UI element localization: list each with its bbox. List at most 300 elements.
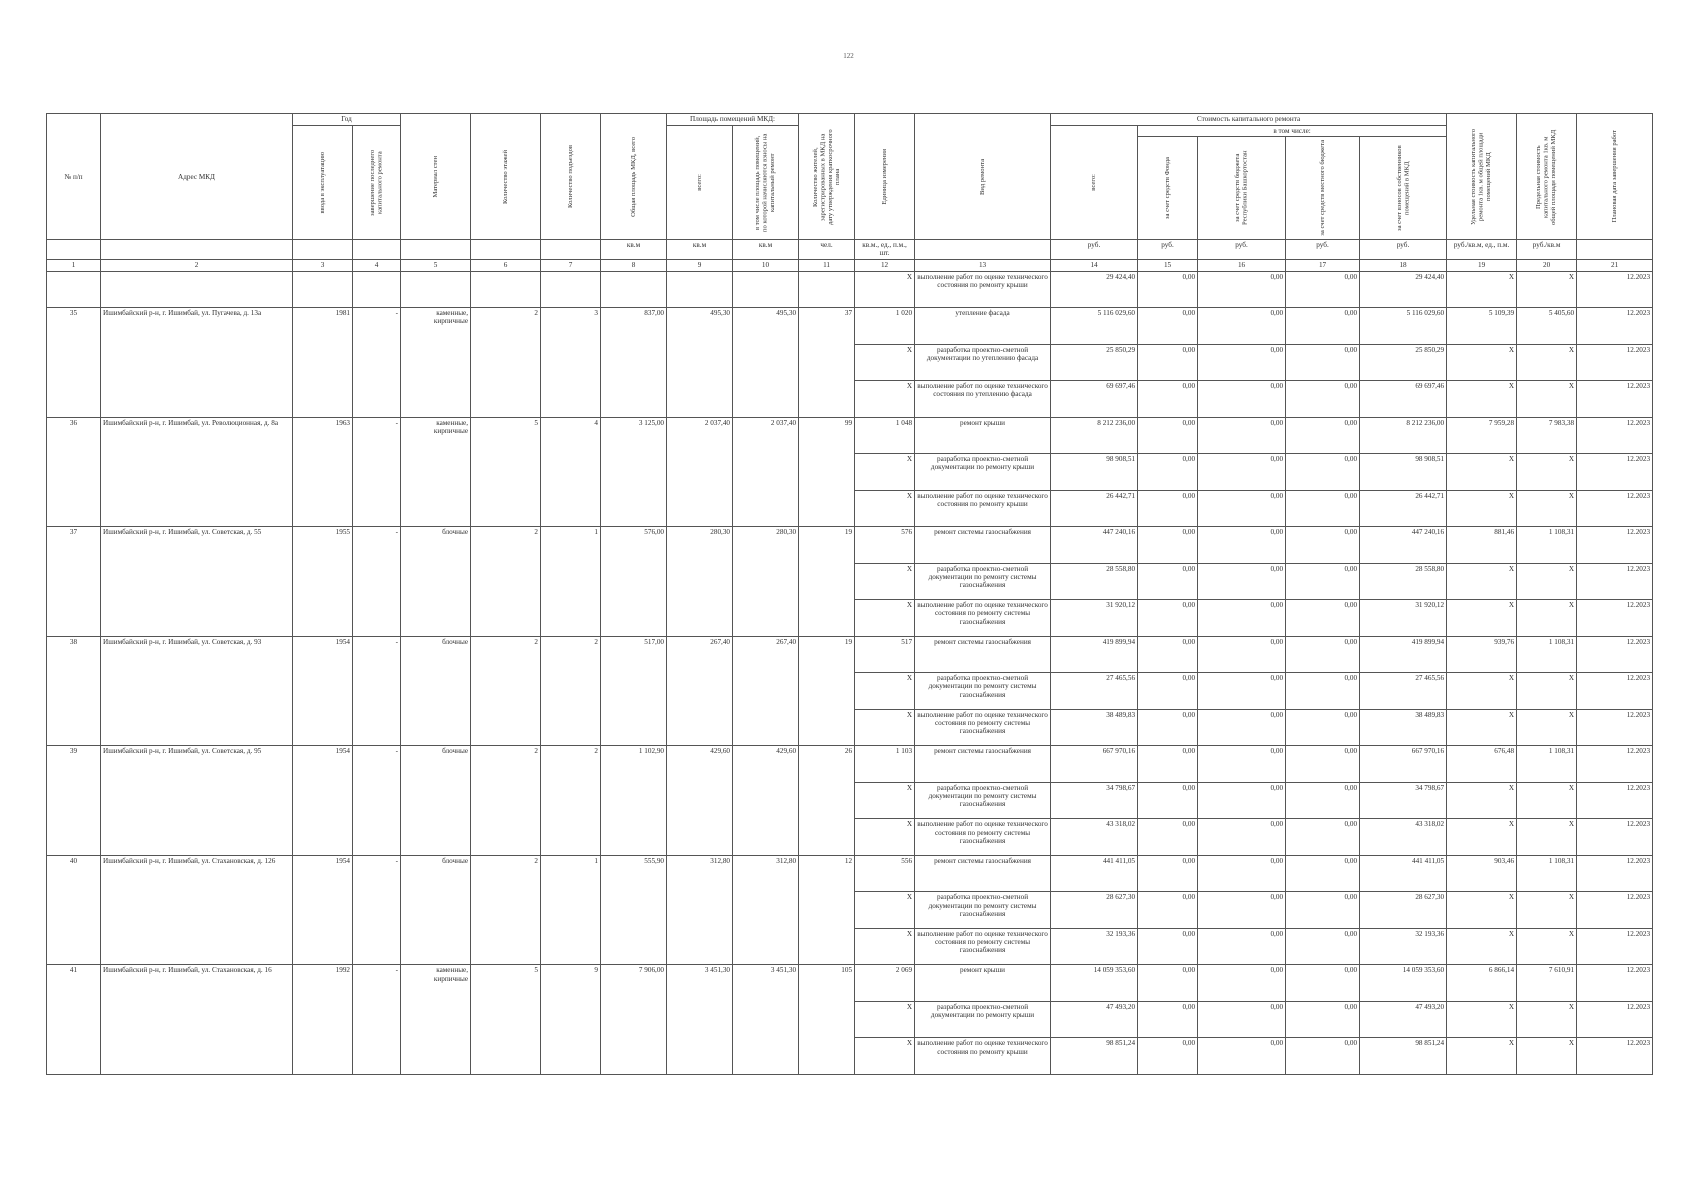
limit-cost: X <box>1517 344 1577 381</box>
column-number-cell: 12 <box>855 259 915 271</box>
cost-republic: 0,00 <box>1198 1038 1286 1075</box>
plan-date: 12.2023 <box>1577 855 1653 892</box>
cost-fund: 0,00 <box>1138 709 1198 746</box>
cost-republic: 0,00 <box>1198 855 1286 892</box>
building-last-repair: - <box>353 746 401 856</box>
building-material: блочные <box>401 527 471 637</box>
unit-cell: руб./кв.м, ед., п.м. <box>1447 240 1517 259</box>
units-row <box>47 240 1653 259</box>
work-unit: X <box>855 1001 915 1038</box>
cost-owners: 25 850,29 <box>1360 344 1447 381</box>
unit-cell <box>47 240 101 259</box>
header-unit-cost: Удельная стоимость капитального ремонта 1кв. м общей площади помещений МКД <box>1447 114 1517 240</box>
cost-local: 0,00 <box>1286 855 1360 892</box>
plan-date: 12.2023 <box>1577 746 1653 783</box>
building-residents: 105 <box>799 965 855 1075</box>
plan-date: 12.2023 <box>1577 563 1653 600</box>
work-type: разработка проектно-сметной документации по ремонту системы газоснабжения <box>915 892 1051 929</box>
work-type: разработка проектно-сметной документации по ремонту крыши <box>915 1001 1051 1038</box>
cost-local: 0,00 <box>1286 381 1360 418</box>
building-entrances: 2 <box>541 746 601 856</box>
cost-total: 29 424,40 <box>1051 271 1138 308</box>
header-year-group: Год <box>293 114 401 126</box>
cost-owners: 34 798,67 <box>1360 782 1447 819</box>
cost-fund: 0,00 <box>1138 563 1198 600</box>
building-residents: 19 <box>799 636 855 746</box>
work-type: ремонт системы газоснабжения <box>915 636 1051 673</box>
cost-local: 0,00 <box>1286 819 1360 856</box>
plan-date: 12.2023 <box>1577 454 1653 491</box>
limit-cost: X <box>1517 709 1577 746</box>
column-numbers-row <box>47 259 1653 271</box>
building-premises-incl: 280,30 <box>733 527 799 637</box>
work-type: выполнение работ по оценке технического состояния по ремонту системы газоснабжения <box>915 819 1051 856</box>
header-work-type: Вид ремонта <box>915 114 1051 240</box>
empty-cell <box>47 271 101 308</box>
plan-date: 12.2023 <box>1577 381 1653 418</box>
cost-fund: 0,00 <box>1138 892 1198 929</box>
cost-total: 38 489,83 <box>1051 709 1138 746</box>
cost-total: 26 442,71 <box>1051 490 1138 527</box>
work-type: ремонт системы газоснабжения <box>915 527 1051 564</box>
cost-republic: 0,00 <box>1198 709 1286 746</box>
building-premises-incl: 3 451,30 <box>733 965 799 1075</box>
unit-cell <box>1577 240 1653 259</box>
cost-owners: 28 558,80 <box>1360 563 1447 600</box>
building-material: блочные <box>401 746 471 856</box>
unit-cell: руб. <box>1051 240 1138 259</box>
column-number-cell: 10 <box>733 259 799 271</box>
limit-cost: X <box>1517 819 1577 856</box>
building-premises: 495,30 <box>667 308 733 418</box>
building-num: 41 <box>47 965 101 1075</box>
building-address: Ишимбайский р-н, г. Ишимбай, ул. Пугачева, д. 13а <box>101 308 293 418</box>
building-num: 35 <box>47 308 101 418</box>
building-area: 517,00 <box>601 636 667 746</box>
cost-owners: 98 851,24 <box>1360 1038 1447 1075</box>
table-row <box>47 527 1653 564</box>
building-floors: 2 <box>471 746 541 856</box>
building-entrances: 9 <box>541 965 601 1075</box>
cost-total: 31 920,12 <box>1051 600 1138 637</box>
cost-local: 0,00 <box>1286 600 1360 637</box>
column-number-cell: 1 <box>47 259 101 271</box>
column-number-cell: 9 <box>667 259 733 271</box>
unit-cost: 676,48 <box>1447 746 1517 783</box>
cost-fund: 0,00 <box>1138 636 1198 673</box>
building-material: блочные <box>401 855 471 965</box>
empty-cell <box>799 271 855 308</box>
header-num: № п/п <box>47 114 101 240</box>
building-address: Ишимбайский р-н, г. Ишимбай, ул. Стахановская, д. 126 <box>101 855 293 965</box>
header-local-budget: за счет средств местного бюджета <box>1286 137 1360 240</box>
table-header <box>47 114 1653 272</box>
limit-cost: 1 108,31 <box>1517 527 1577 564</box>
header-fund: за счет средств Фонда <box>1138 137 1198 240</box>
work-unit: X <box>855 1038 915 1075</box>
empty-cell <box>471 271 541 308</box>
cost-total: 98 908,51 <box>1051 454 1138 491</box>
building-year: 1963 <box>293 417 353 527</box>
cost-local: 0,00 <box>1286 709 1360 746</box>
unit-cost: X <box>1447 344 1517 381</box>
work-type: ремонт системы газоснабжения <box>915 855 1051 892</box>
building-floors: 2 <box>471 855 541 965</box>
unit-cost: 903,46 <box>1447 855 1517 892</box>
cost-total: 98 851,24 <box>1051 1038 1138 1075</box>
header-entrances: Количество подъездов <box>541 114 601 240</box>
header-year-commission: ввода в эксплуатацию <box>293 126 353 240</box>
building-premises-incl: 495,30 <box>733 308 799 418</box>
building-residents: 12 <box>799 855 855 965</box>
building-address: Ишимбайский р-н, г. Ишимбай, ул. Советская, д. 93 <box>101 636 293 746</box>
cost-republic: 0,00 <box>1198 673 1286 710</box>
cost-total: 14 059 353,60 <box>1051 965 1138 1002</box>
work-type: ремонт крыши <box>915 965 1051 1002</box>
cost-local: 0,00 <box>1286 344 1360 381</box>
building-entrances: 2 <box>541 636 601 746</box>
cost-total: 28 627,30 <box>1051 892 1138 929</box>
building-last-repair: - <box>353 855 401 965</box>
cost-owners: 26 442,71 <box>1360 490 1447 527</box>
plan-date: 12.2023 <box>1577 271 1653 308</box>
limit-cost: X <box>1517 1038 1577 1075</box>
cost-fund: 0,00 <box>1138 381 1198 418</box>
unit-cost: X <box>1447 1001 1517 1038</box>
building-num: 36 <box>47 417 101 527</box>
building-last-repair: - <box>353 527 401 637</box>
work-type: выполнение работ по оценке технического состояния по утеплению фасада <box>915 381 1051 418</box>
work-type: разработка проектно-сметной документации по ремонту системы газоснабжения <box>915 782 1051 819</box>
cost-fund: 0,00 <box>1138 527 1198 564</box>
column-number-cell: 17 <box>1286 259 1360 271</box>
building-premises: 267,40 <box>667 636 733 746</box>
work-type: выполнение работ по оценке технического состояния по ремонту системы газоснабжения <box>915 709 1051 746</box>
work-unit: X <box>855 563 915 600</box>
cost-owners: 43 318,02 <box>1360 819 1447 856</box>
column-number-cell: 16 <box>1198 259 1286 271</box>
building-material: каменные, кирпичные <box>401 308 471 418</box>
work-unit: X <box>855 271 915 308</box>
plan-date: 12.2023 <box>1577 709 1653 746</box>
work-unit: 576 <box>855 527 915 564</box>
unit-cell: руб./кв.м <box>1517 240 1577 259</box>
building-area: 1 102,90 <box>601 746 667 856</box>
work-unit: X <box>855 928 915 965</box>
unit-cell: чел. <box>799 240 855 259</box>
building-premises-incl: 2 037,40 <box>733 417 799 527</box>
limit-cost: 7 610,91 <box>1517 965 1577 1002</box>
limit-cost: 1 108,31 <box>1517 746 1577 783</box>
building-premises-incl: 267,40 <box>733 636 799 746</box>
table-row <box>47 965 1653 1002</box>
plan-date: 12.2023 <box>1577 782 1653 819</box>
cost-fund: 0,00 <box>1138 1001 1198 1038</box>
plan-date: 12.2023 <box>1577 965 1653 1002</box>
cost-republic: 0,00 <box>1198 527 1286 564</box>
cost-owners: 47 493,20 <box>1360 1001 1447 1038</box>
cost-republic: 0,00 <box>1198 381 1286 418</box>
limit-cost: X <box>1517 892 1577 929</box>
cost-total: 447 240,16 <box>1051 527 1138 564</box>
building-num: 37 <box>47 527 101 637</box>
building-premises: 312,80 <box>667 855 733 965</box>
header-premises-including: в том числе площадь помещений, по которой начисляются взносы на капитальный ремонт <box>733 126 799 240</box>
work-type: выполнение работ по оценке технического состояния по ремонту крыши <box>915 271 1051 308</box>
limit-cost: 5 405,60 <box>1517 308 1577 345</box>
empty-cell <box>733 271 799 308</box>
cost-fund: 0,00 <box>1138 965 1198 1002</box>
cost-total: 667 970,16 <box>1051 746 1138 783</box>
header-total-area: Общая площадь МКД, всего <box>601 114 667 240</box>
column-number-cell: 3 <box>293 259 353 271</box>
building-premises: 2 037,40 <box>667 417 733 527</box>
cost-total: 27 465,56 <box>1051 673 1138 710</box>
work-type: утепление фасада <box>915 308 1051 345</box>
header-premises-total: всего: <box>667 126 733 240</box>
limit-cost: X <box>1517 673 1577 710</box>
building-address: Ишимбайский р-н, г. Ишимбай, ул. Стахановская, д. 16 <box>101 965 293 1075</box>
work-unit: 556 <box>855 855 915 892</box>
limit-cost: X <box>1517 1001 1577 1038</box>
limit-cost: X <box>1517 782 1577 819</box>
building-num: 40 <box>47 855 101 965</box>
unit-cell: руб. <box>1138 240 1198 259</box>
cost-fund: 0,00 <box>1138 928 1198 965</box>
cost-owners: 667 970,16 <box>1360 746 1447 783</box>
building-year: 1954 <box>293 746 353 856</box>
cost-owners: 38 489,83 <box>1360 709 1447 746</box>
plan-date: 12.2023 <box>1577 490 1653 527</box>
unit-cost: 7 959,28 <box>1447 417 1517 454</box>
column-number-cell: 8 <box>601 259 667 271</box>
cost-fund: 0,00 <box>1138 344 1198 381</box>
cost-total: 441 411,05 <box>1051 855 1138 892</box>
cost-local: 0,00 <box>1286 308 1360 345</box>
unit-cell: кв.м <box>601 240 667 259</box>
unit-cost: X <box>1447 673 1517 710</box>
cost-republic: 0,00 <box>1198 965 1286 1002</box>
unit-cost: X <box>1447 782 1517 819</box>
cost-total: 419 899,94 <box>1051 636 1138 673</box>
building-residents: 37 <box>799 308 855 418</box>
cost-republic: 0,00 <box>1198 746 1286 783</box>
limit-cost: 7 983,38 <box>1517 417 1577 454</box>
column-number-cell: 21 <box>1577 259 1653 271</box>
work-type: разработка проектно-сметной документации по утеплению фасада <box>915 344 1051 381</box>
plan-date: 12.2023 <box>1577 1038 1653 1075</box>
building-year: 1954 <box>293 855 353 965</box>
cost-total: 5 116 029,60 <box>1051 308 1138 345</box>
work-unit: 2 069 <box>855 965 915 1002</box>
header-floors: Количество этажей <box>471 114 541 240</box>
building-premises-incl: 312,80 <box>733 855 799 965</box>
cost-republic: 0,00 <box>1198 271 1286 308</box>
unit-cell <box>101 240 293 259</box>
cost-local: 0,00 <box>1286 1038 1360 1075</box>
building-last-repair: - <box>353 965 401 1075</box>
building-floors: 2 <box>471 527 541 637</box>
column-number-cell: 18 <box>1360 259 1447 271</box>
work-unit: X <box>855 892 915 929</box>
work-unit: X <box>855 344 915 381</box>
empty-cell <box>401 271 471 308</box>
unit-cell <box>401 240 471 259</box>
cost-total: 43 318,02 <box>1051 819 1138 856</box>
header-cost-total: всего: <box>1051 126 1138 240</box>
unit-cost: X <box>1447 928 1517 965</box>
building-address: Ишимбайский р-н, г. Ишимбай, ул. Революционная, д. 8а <box>101 417 293 527</box>
cost-republic: 0,00 <box>1198 892 1286 929</box>
header-limit-cost: Предельная стоимость капитального ремонта 1кв. м общей площади помещений МКД <box>1517 114 1577 240</box>
work-type: разработка проектно-сметной документации по ремонту системы газоснабжения <box>915 563 1051 600</box>
work-unit: X <box>855 454 915 491</box>
cost-republic: 0,00 <box>1198 782 1286 819</box>
empty-cell <box>101 271 293 308</box>
work-unit: 1 103 <box>855 746 915 783</box>
cost-fund: 0,00 <box>1138 819 1198 856</box>
cost-owners: 69 697,46 <box>1360 381 1447 418</box>
unit-cell: кв.м <box>733 240 799 259</box>
cost-fund: 0,00 <box>1138 782 1198 819</box>
building-area: 7 906,00 <box>601 965 667 1075</box>
building-entrances: 1 <box>541 855 601 965</box>
work-unit: 517 <box>855 636 915 673</box>
limit-cost: 1 108,31 <box>1517 855 1577 892</box>
cost-fund: 0,00 <box>1138 855 1198 892</box>
building-material: каменные, кирпичные <box>401 417 471 527</box>
unit-cell: руб. <box>1198 240 1286 259</box>
plan-date: 12.2023 <box>1577 673 1653 710</box>
header-republic-budget: за счет средств бюджета Республики Башкортостан <box>1198 137 1286 240</box>
building-floors: 2 <box>471 636 541 746</box>
building-area: 576,00 <box>601 527 667 637</box>
building-entrances: 4 <box>541 417 601 527</box>
column-number-cell: 2 <box>101 259 293 271</box>
building-last-repair: - <box>353 308 401 418</box>
cost-total: 69 697,46 <box>1051 381 1138 418</box>
building-entrances: 1 <box>541 527 601 637</box>
building-year: 1955 <box>293 527 353 637</box>
limit-cost: X <box>1517 928 1577 965</box>
building-year: 1992 <box>293 965 353 1075</box>
cost-local: 0,00 <box>1286 673 1360 710</box>
cost-total: 47 493,20 <box>1051 1001 1138 1038</box>
cost-local: 0,00 <box>1286 271 1360 308</box>
cost-fund: 0,00 <box>1138 1038 1198 1075</box>
unit-cell <box>293 240 353 259</box>
column-number-cell: 19 <box>1447 259 1517 271</box>
header-cost-group: Стоимость капитального ремонта <box>1051 114 1447 126</box>
cost-local: 0,00 <box>1286 1001 1360 1038</box>
cost-local: 0,00 <box>1286 746 1360 783</box>
cost-owners: 8 212 236,00 <box>1360 417 1447 454</box>
building-floors: 2 <box>471 308 541 418</box>
empty-cell <box>601 271 667 308</box>
building-address: Ишимбайский р-н, г. Ишимбай, ул. Советская, д. 95 <box>101 746 293 856</box>
cost-fund: 0,00 <box>1138 490 1198 527</box>
work-unit: X <box>855 782 915 819</box>
column-number-cell: 6 <box>471 259 541 271</box>
plan-date: 12.2023 <box>1577 600 1653 637</box>
empty-cell <box>667 271 733 308</box>
building-last-repair: - <box>353 636 401 746</box>
cost-fund: 0,00 <box>1138 271 1198 308</box>
work-type: выполнение работ по оценке технического состояния по ремонту системы газоснабжения <box>915 600 1051 637</box>
cost-republic: 0,00 <box>1198 454 1286 491</box>
plan-date: 12.2023 <box>1577 417 1653 454</box>
cost-owners: 441 411,05 <box>1360 855 1447 892</box>
cost-local: 0,00 <box>1286 454 1360 491</box>
work-unit: 1 020 <box>855 308 915 345</box>
unit-cell: кв.м <box>667 240 733 259</box>
unit-cost: 6 866,14 <box>1447 965 1517 1002</box>
unit-cost: X <box>1447 819 1517 856</box>
table-row <box>47 855 1653 892</box>
header-address: Адрес МКД <box>101 114 293 240</box>
cost-fund: 0,00 <box>1138 308 1198 345</box>
empty-cell <box>541 271 601 308</box>
unit-cost: 5 109,39 <box>1447 308 1517 345</box>
cost-owners: 98 908,51 <box>1360 454 1447 491</box>
building-area: 555,90 <box>601 855 667 965</box>
cost-republic: 0,00 <box>1198 600 1286 637</box>
unit-cell: кв.м., ед., п.м., шт. <box>855 240 915 259</box>
empty-cell <box>353 271 401 308</box>
building-floors: 5 <box>471 417 541 527</box>
plan-date: 12.2023 <box>1577 636 1653 673</box>
table-row <box>47 271 1653 308</box>
plan-date: 12.2023 <box>1577 928 1653 965</box>
work-type: разработка проектно-сметной документации по ремонту крыши <box>915 454 1051 491</box>
limit-cost: X <box>1517 271 1577 308</box>
table-row <box>47 417 1653 454</box>
building-residents: 19 <box>799 527 855 637</box>
cost-local: 0,00 <box>1286 928 1360 965</box>
building-entrances: 3 <box>541 308 601 418</box>
cost-total: 28 558,80 <box>1051 563 1138 600</box>
header-wall-material: Материал стен <box>401 114 471 240</box>
cost-owners: 31 920,12 <box>1360 600 1447 637</box>
unit-cost: 939,76 <box>1447 636 1517 673</box>
plan-date: 12.2023 <box>1577 892 1653 929</box>
cost-owners: 27 465,56 <box>1360 673 1447 710</box>
work-unit: 1 048 <box>855 417 915 454</box>
unit-cost: X <box>1447 600 1517 637</box>
cost-total: 8 212 236,00 <box>1051 417 1138 454</box>
cost-owners: 5 116 029,60 <box>1360 308 1447 345</box>
cost-owners: 14 059 353,60 <box>1360 965 1447 1002</box>
unit-cost: X <box>1447 490 1517 527</box>
unit-cost: X <box>1447 892 1517 929</box>
work-unit: X <box>855 490 915 527</box>
cost-total: 34 798,67 <box>1051 782 1138 819</box>
cost-republic: 0,00 <box>1198 344 1286 381</box>
building-premises-incl: 429,60 <box>733 746 799 856</box>
header-year-last-repair: завершение последнего капитального ремонта <box>353 126 401 240</box>
column-number-cell: 20 <box>1517 259 1577 271</box>
plan-date: 12.2023 <box>1577 308 1653 345</box>
cost-local: 0,00 <box>1286 527 1360 564</box>
cost-fund: 0,00 <box>1138 417 1198 454</box>
cost-owners: 447 240,16 <box>1360 527 1447 564</box>
work-type: выполнение работ по оценке технического состояния по ремонту крыши <box>915 490 1051 527</box>
building-premises: 429,60 <box>667 746 733 856</box>
cost-fund: 0,00 <box>1138 600 1198 637</box>
work-type: ремонт системы газоснабжения <box>915 746 1051 783</box>
unit-cost: X <box>1447 271 1517 308</box>
page-number: 122 <box>843 52 854 60</box>
